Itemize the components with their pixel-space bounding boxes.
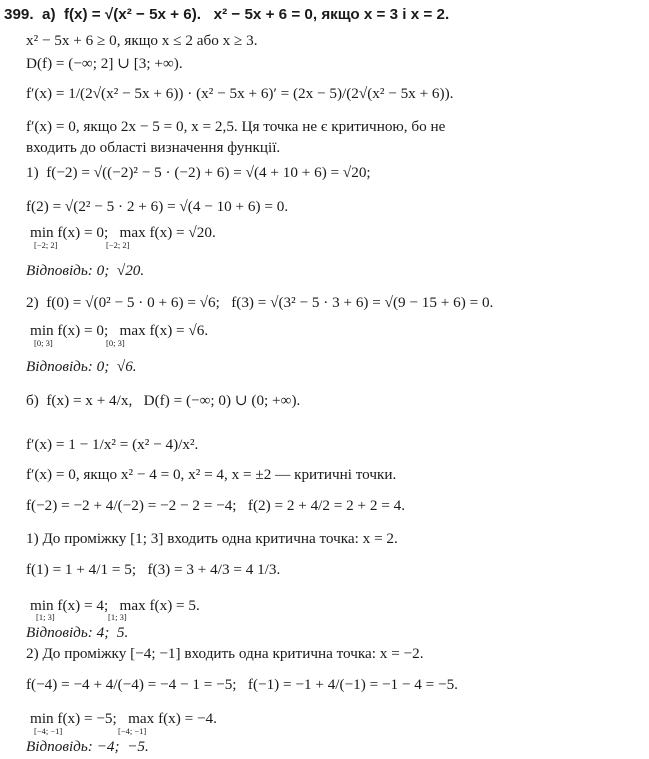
answer-3: Відповідь: 4; 5.: [26, 624, 129, 641]
line-3: D(f) = (−∞; 2] ∪ [3; +∞).: [26, 55, 183, 72]
answer-2: Відповідь: 0; √6.: [26, 358, 137, 375]
subscript-min-4: [−4; −1]: [34, 726, 63, 736]
subscript-max-1: [−2; 2]: [106, 240, 130, 250]
line-17: f(−2) = −2 + 4/(−2) = −2 − 2 = −4; f(2) = 2 + 4/2 = 2 + 2 = 4.: [26, 497, 406, 514]
line-1: 399. а) f(x) = √(x² − 5x + 6). x² − 5x + 6 = 0, якщо x = 3 і x = 2.: [4, 6, 450, 23]
line-23: f(−4) = −4 + 4/(−4) = −4 − 1 = −5; f(−1) = −1 + 4/(−1) = −1 − 4 = −5.: [26, 676, 458, 693]
line-7: 1) f(−2) = √((−2)² − 5 · (−2) + 6) = √(4 + 10 + 6) = √20;: [26, 164, 371, 181]
line-2: x² − 5x + 6 ≥ 0, якщо x ≤ 2 або x ≥ 3.: [26, 32, 258, 49]
answer-1: Відповідь: 0; √20.: [26, 262, 145, 279]
line-5: f′(x) = 0, якщо 2x − 5 = 0, x = 2,5. Ця точка не є критичною, бо не: [26, 118, 446, 135]
subscript-min-1: [−2; 2]: [34, 240, 58, 250]
line-11: 2) f(0) = √(0² − 5 · 0 + 6) = √6; f(3) = √(3² − 5 · 3 + 6) = √(9 − 15 + 6) = 0.: [26, 294, 494, 311]
answer-4: Відповідь: −4; −5.: [26, 738, 149, 755]
line-6: входить до області визначення функції.: [26, 139, 281, 156]
line-9: min f(x) = 0; max f(x) = √20.: [30, 224, 216, 241]
subscript-min-2: [0; 3]: [34, 338, 53, 348]
subscript-max-3: [1; 3]: [108, 612, 127, 622]
line-14: б) f(x) = x + 4/x, D(f) = (−∞; 0) ∪ (0; +∞).: [26, 392, 301, 409]
line-12: min f(x) = 0; max f(x) = √6.: [30, 322, 209, 339]
line-19: f(1) = 1 + 4/1 = 5; f(3) = 3 + 4/3 = 4 1/3.: [26, 561, 281, 578]
subscript-max-4: [−4; −1]: [118, 726, 147, 736]
line-22: 2) До проміжку [−4; −1] входить одна критична точка: x = −2.: [26, 645, 424, 662]
line-16: f′(x) = 0, якщо x² − 4 = 0, x² = 4, x = ±2 — критичні точки.: [26, 466, 397, 483]
line-4: f′(x) = 1/(2√(x² − 5x + 6)) · (x² − 5x + 6)′ = (2x − 5)/(2√(x² − 5x + 6)).: [26, 85, 454, 102]
subscript-max-2: [0; 3]: [106, 338, 125, 348]
line-18: 1) До проміжку [1; 3] входить одна критична точка: x = 2.: [26, 530, 398, 547]
line-15: f′(x) = 1 − 1/x² = (x² − 4)/x².: [26, 436, 199, 453]
line-24: min f(x) = −5; max f(x) = −4.: [30, 710, 217, 727]
subscript-min-3: [1; 3]: [36, 612, 55, 622]
line-20: min f(x) = 4; max f(x) = 5.: [30, 597, 200, 614]
line-8: f(2) = √(2² − 5 · 2 + 6) = √(4 − 10 + 6) = 0.: [26, 198, 289, 215]
